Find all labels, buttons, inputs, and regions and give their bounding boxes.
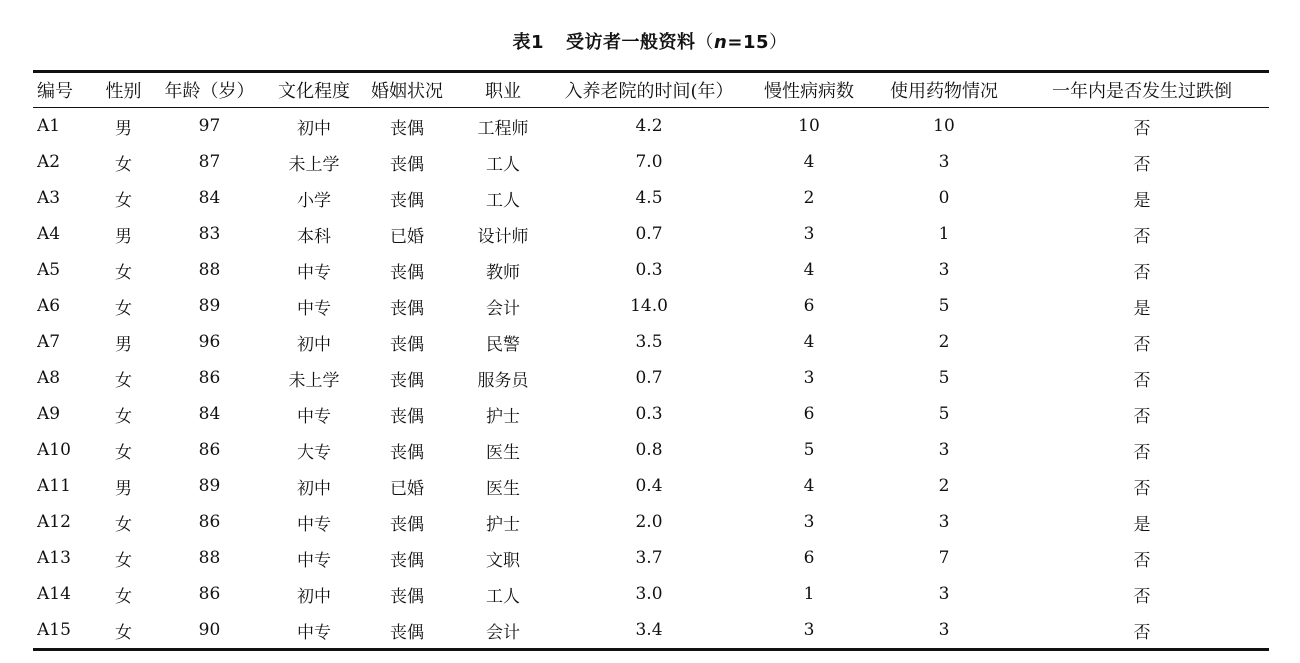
table-row: [33, 180, 1269, 216]
cell-id: A4: [37, 224, 61, 244]
table-row: [33, 396, 1269, 432]
cell-marital-status: 丧偶: [390, 262, 424, 283]
cell-age: 86: [198, 584, 221, 604]
cell-id: A9: [37, 404, 61, 424]
cell-gender: 女: [115, 550, 132, 571]
cell-id: A5: [37, 260, 61, 280]
cell-id: A12: [37, 512, 71, 532]
cell-age: 89: [198, 476, 221, 496]
cell-years-in-nursing-home: 3.7: [635, 548, 663, 568]
cell-fall-in-past-year: 否: [1133, 226, 1151, 247]
cell-education: 中专: [297, 262, 331, 283]
cell-age: 86: [198, 440, 221, 460]
cell-medication-count: 10: [933, 116, 955, 136]
cell-occupation: 文职: [486, 550, 520, 571]
cell-medication-count: 3: [938, 260, 950, 280]
column-header-age: 年龄（岁）: [164, 81, 255, 102]
cell-marital-status: 已婚: [390, 478, 424, 499]
cell-education: 初中: [297, 334, 331, 355]
cell-fall-in-past-year: 否: [1133, 118, 1151, 139]
table-row: [33, 468, 1269, 504]
cell-gender: 男: [115, 118, 132, 139]
cell-id: A7: [37, 332, 61, 352]
column-header-gender: 性别: [105, 81, 142, 102]
cell-age: 84: [198, 188, 221, 208]
cell-education: 中专: [297, 550, 331, 571]
cell-marital-status: 丧偶: [390, 118, 424, 139]
cell-gender: 女: [115, 406, 132, 427]
cell-years-in-nursing-home: 0.3: [635, 404, 663, 424]
table-row: [33, 360, 1269, 396]
cell-fall-in-past-year: 否: [1133, 262, 1151, 283]
cell-occupation: 设计师: [477, 226, 529, 247]
cell-id: A14: [37, 584, 71, 604]
cell-medication-count: 0: [938, 188, 950, 208]
cell-education: 中专: [297, 514, 331, 535]
cell-medication-count: 2: [938, 476, 950, 496]
cell-medication-count: 5: [938, 368, 950, 388]
table-row: [33, 324, 1269, 360]
table-row: [33, 576, 1269, 612]
cell-medication-count: 3: [938, 152, 950, 172]
cell-years-in-nursing-home: 0.7: [635, 368, 663, 388]
column-header-medication-count: 使用药物情况: [890, 81, 998, 102]
table-row: [33, 432, 1269, 468]
cell-marital-status: 丧偶: [390, 586, 424, 607]
cell-medication-count: 3: [938, 620, 950, 640]
cell-fall-in-past-year: 否: [1133, 586, 1151, 607]
cell-fall-in-past-year: 否: [1133, 442, 1151, 463]
cell-years-in-nursing-home: 0.4: [635, 476, 663, 496]
cell-years-in-nursing-home: 4.5: [635, 188, 663, 208]
cell-marital-status: 丧偶: [390, 154, 424, 175]
column-header-marital-status: 婚姻状况: [371, 81, 443, 102]
cell-education: 未上学: [288, 370, 340, 391]
cell-age: 86: [198, 368, 221, 388]
cell-fall-in-past-year: 否: [1133, 370, 1151, 391]
cell-years-in-nursing-home: 0.8: [635, 440, 663, 460]
cell-education: 本科: [297, 226, 331, 247]
cell-id: A15: [37, 620, 71, 640]
cell-chronic-disease-count: 5: [803, 440, 815, 460]
cell-gender: 女: [115, 370, 132, 391]
cell-occupation: 工程师: [477, 118, 529, 139]
column-header-years-in-nursing-home: 入养老院的时间(年）: [564, 81, 734, 102]
cell-fall-in-past-year: 否: [1133, 406, 1151, 427]
cell-age: 84: [198, 404, 221, 424]
cell-medication-count: 3: [938, 440, 950, 460]
cell-gender: 女: [115, 514, 132, 535]
cell-gender: 女: [115, 262, 132, 283]
cell-age: 89: [198, 296, 221, 316]
cell-fall-in-past-year: 是: [1133, 190, 1151, 211]
cell-chronic-disease-count: 3: [803, 620, 815, 640]
cell-years-in-nursing-home: 0.3: [635, 260, 663, 280]
table-header: [33, 72, 1269, 108]
caption-title: 受访者一般资料: [566, 32, 696, 53]
caption-n-value: =15: [727, 32, 769, 53]
cell-gender: 女: [115, 442, 132, 463]
cell-marital-status: 丧偶: [390, 190, 424, 211]
cell-id: A6: [37, 296, 61, 316]
cell-fall-in-past-year: 否: [1133, 550, 1151, 571]
cell-occupation: 护士: [486, 406, 520, 427]
cell-medication-count: 7: [938, 548, 950, 568]
cell-years-in-nursing-home: 14.0: [630, 296, 668, 316]
cell-occupation: 民警: [486, 334, 520, 355]
cell-occupation: 护士: [486, 514, 520, 535]
table-caption: [0, 28, 1300, 54]
cell-education: 初中: [297, 118, 331, 139]
cell-chronic-disease-count: 4: [803, 332, 815, 352]
cell-chronic-disease-count: 10: [798, 116, 820, 136]
cell-medication-count: 5: [938, 296, 950, 316]
cell-marital-status: 丧偶: [390, 370, 424, 391]
cell-chronic-disease-count: 4: [803, 152, 815, 172]
cell-education: 初中: [297, 478, 331, 499]
cell-occupation: 医生: [486, 442, 520, 463]
cell-occupation: 工人: [486, 586, 520, 607]
cell-gender: 女: [115, 586, 132, 607]
cell-occupation: 教师: [486, 262, 520, 283]
cell-education: 未上学: [288, 154, 340, 175]
cell-medication-count: 5: [938, 404, 950, 424]
cell-education: 中专: [297, 406, 331, 427]
cell-age: 97: [198, 116, 221, 136]
table-row: [33, 108, 1269, 145]
table-body: [33, 108, 1269, 650]
cell-gender: 女: [115, 190, 132, 211]
cell-medication-count: 3: [938, 584, 950, 604]
cell-chronic-disease-count: 6: [803, 404, 815, 424]
cell-age: 83: [198, 224, 221, 244]
table-row: [33, 216, 1269, 252]
cell-occupation: 医生: [486, 478, 520, 499]
cell-chronic-disease-count: 3: [803, 512, 815, 532]
cell-age: 88: [198, 548, 221, 568]
cell-education: 初中: [297, 586, 331, 607]
column-header-education: 文化程度: [278, 81, 350, 102]
cell-marital-status: 丧偶: [390, 514, 424, 535]
cell-gender: 男: [115, 478, 132, 499]
cell-age: 87: [198, 152, 221, 172]
cell-chronic-disease-count: 3: [803, 224, 815, 244]
cell-medication-count: 1: [938, 224, 950, 244]
cell-gender: 男: [115, 226, 132, 247]
cell-marital-status: 已婚: [390, 226, 424, 247]
column-header-id: 编号: [37, 81, 73, 102]
table-row: [33, 144, 1269, 180]
cell-occupation: 会计: [486, 298, 520, 319]
cell-fall-in-past-year: 否: [1133, 622, 1151, 643]
cell-occupation: 服务员: [477, 370, 529, 391]
cell-education: 中专: [297, 298, 331, 319]
caption-n-variable: n: [714, 32, 728, 53]
cell-chronic-disease-count: 6: [803, 296, 815, 316]
cell-education: 小学: [297, 190, 331, 211]
cell-gender: 女: [115, 622, 132, 643]
cell-marital-status: 丧偶: [390, 334, 424, 355]
cell-chronic-disease-count: 4: [803, 260, 815, 280]
caption-label: 表1: [512, 32, 545, 53]
cell-fall-in-past-year: 否: [1133, 334, 1151, 355]
table-row: [33, 504, 1269, 540]
cell-fall-in-past-year: 否: [1133, 478, 1151, 499]
cell-education: 大专: [297, 442, 331, 463]
cell-chronic-disease-count: 1: [803, 584, 815, 604]
cell-chronic-disease-count: 6: [803, 548, 815, 568]
cell-id: A8: [37, 368, 61, 388]
cell-years-in-nursing-home: 3.0: [635, 584, 663, 604]
cell-id: A3: [37, 188, 61, 208]
table-row: [33, 288, 1269, 324]
cell-marital-status: 丧偶: [390, 622, 424, 643]
cell-age: 88: [198, 260, 221, 280]
caption-paren-close: ）: [769, 32, 788, 53]
table-row: [33, 540, 1269, 576]
cell-medication-count: 2: [938, 332, 950, 352]
cell-fall-in-past-year: 否: [1133, 154, 1151, 175]
cell-years-in-nursing-home: 2.0: [635, 512, 663, 532]
cell-fall-in-past-year: 是: [1133, 298, 1151, 319]
cell-fall-in-past-year: 是: [1133, 514, 1151, 535]
cell-id: A2: [37, 152, 61, 172]
cell-marital-status: 丧偶: [390, 406, 424, 427]
cell-years-in-nursing-home: 0.7: [635, 224, 663, 244]
column-header-occupation: 职业: [485, 81, 521, 102]
header-row: [33, 72, 1269, 108]
table-row: [33, 252, 1269, 288]
cell-id: A10: [37, 440, 71, 460]
cell-id: A1: [37, 116, 61, 136]
cell-id: A13: [37, 548, 71, 568]
column-header-chronic-disease-count: 慢性病病数: [764, 81, 854, 102]
cell-marital-status: 丧偶: [390, 298, 424, 319]
table-row: [33, 612, 1269, 650]
cell-years-in-nursing-home: 7.0: [635, 152, 663, 172]
cell-years-in-nursing-home: 3.4: [635, 620, 663, 640]
cell-years-in-nursing-home: 3.5: [635, 332, 663, 352]
cell-chronic-disease-count: 3: [803, 368, 815, 388]
respondents-table: [33, 70, 1269, 651]
cell-occupation: 工人: [486, 154, 520, 175]
cell-gender: 男: [115, 334, 132, 355]
caption-paren-open: （: [695, 32, 715, 53]
cell-chronic-disease-count: 2: [803, 188, 815, 208]
cell-years-in-nursing-home: 4.2: [635, 116, 663, 136]
cell-marital-status: 丧偶: [390, 442, 424, 463]
cell-occupation: 工人: [486, 190, 520, 211]
cell-gender: 女: [115, 154, 132, 175]
cell-occupation: 会计: [486, 622, 520, 643]
cell-id: A11: [37, 476, 71, 496]
column-header-fall-in-past-year: 一年内是否发生过跌倒: [1052, 81, 1232, 102]
cell-chronic-disease-count: 4: [803, 476, 815, 496]
cell-age: 90: [198, 620, 221, 640]
cell-medication-count: 3: [938, 512, 950, 532]
cell-age: 86: [198, 512, 221, 532]
cell-education: 中专: [297, 622, 331, 643]
cell-marital-status: 丧偶: [390, 550, 424, 571]
cell-age: 96: [198, 332, 221, 352]
cell-gender: 女: [115, 298, 132, 319]
